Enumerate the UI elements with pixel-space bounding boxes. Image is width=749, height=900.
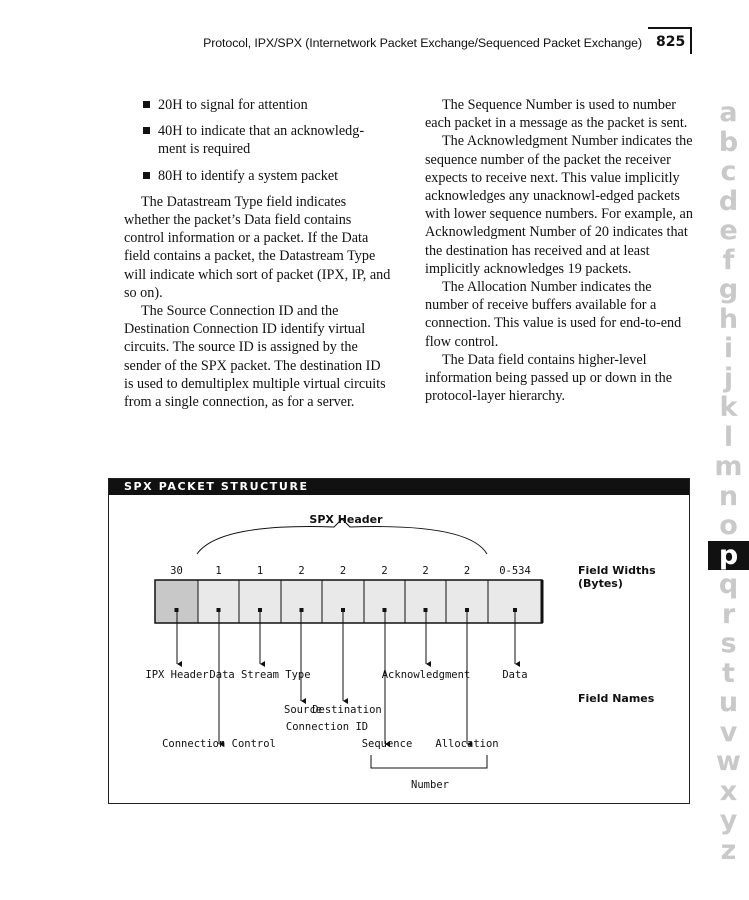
thumb-letter-m: m: [714, 451, 743, 482]
thumb-letter-q: q: [718, 569, 739, 600]
field-name-connection-control: Connection Control: [162, 738, 276, 750]
number-bracket: [371, 755, 487, 768]
thumb-letter-z: z: [720, 834, 737, 866]
thumb-letter-o: o: [719, 510, 738, 541]
thumb-letter-c: c: [720, 156, 737, 187]
list-item: 40H to indicate that an acknowledg-ment is required: [124, 122, 392, 158]
thumb-letter-j: j: [723, 362, 734, 394]
thumb-letter-u: u: [718, 687, 739, 718]
paragraph: The Data field contains higher-level information being passed up or down in the protocol-layer hierarchy.: [425, 351, 673, 405]
alphabet-thumb-index: [708, 98, 749, 865]
field-name-data-stream-type: Data Stream Type: [209, 669, 311, 681]
spx-packet-diagram: [109, 479, 691, 805]
thumb-letter-y: y: [719, 805, 738, 836]
running-head: Protocol, IPX/SPX (Internetwork Packet Exchange/Sequenced Packet Exchange): [203, 36, 642, 50]
paragraph: The Source Connection ID and the Destination Connection ID identify virtual circuits. The source ID is assigned by the sender of the SPX packet. The destination ID is used to demultiplex multiple virtual circuits from a single connection, as for a server.: [124, 303, 386, 411]
field-name-sequence: Sequence: [361, 738, 413, 750]
field-width-label: 2: [381, 565, 388, 577]
thumb-letter-n: n: [718, 480, 739, 512]
field-names-label: Field Names: [578, 692, 655, 705]
paragraph: The Acknowledgment Number indicates the sequence number of the packet the receiver expects to receive next. This value implicitly acknowledges any unacknowl-edged packets with lower sequence numbers. For example, an Acknowledgment Number of 20 indicates that the destination has received and at least implicitly acknowledges 19 packets.: [425, 133, 693, 277]
thumb-letter-i: i: [723, 333, 734, 364]
field-name-ipx-header: IPX Header: [145, 669, 209, 681]
thumb-letter-r: r: [721, 598, 736, 630]
field-name-allocation: Allocation: [435, 738, 499, 750]
field-name-number: Number: [411, 779, 449, 791]
field-widths-label: Field Widths: [578, 564, 656, 577]
flag-bullet-list: [124, 96, 392, 185]
field-width-label: 0-534: [499, 565, 531, 577]
thumb-letter-h: h: [718, 303, 739, 335]
paragraph: The Sequence Number is used to number each packet in a message as the packet is sent.: [425, 97, 688, 132]
field-name-data: Data: [502, 669, 528, 681]
packet-field-cells: [155, 580, 542, 623]
field-name-acknowledgment: Acknowledgment: [381, 669, 471, 681]
thumb-letter-a: a: [719, 97, 738, 128]
header-rule-horizontal: [648, 27, 692, 29]
field-width-label: 2: [463, 565, 471, 577]
thumb-letter-k: k: [719, 392, 738, 423]
field-name-destination: Destination: [312, 704, 382, 716]
thumb-letter-e: e: [719, 215, 738, 246]
thumb-letter-t: t: [722, 657, 735, 689]
thumb-letter-g: g: [718, 274, 739, 305]
spx-header-label: SPX Header: [309, 513, 383, 526]
thumb-letter-x: x: [719, 775, 738, 807]
spx-packet-figure: [108, 478, 690, 804]
thumb-letter-s: s: [720, 628, 737, 659]
bullet-square-icon: [143, 127, 150, 134]
header-rule-vertical: [690, 28, 692, 54]
right-column: [425, 96, 693, 405]
thumb-letter-w: w: [716, 746, 741, 777]
page-number: 825: [656, 34, 686, 50]
field-width-label: 2: [422, 565, 429, 577]
left-column: [124, 96, 392, 411]
field-width-label: 1: [215, 565, 222, 577]
field-width-label: 1: [256, 565, 264, 577]
field-name-connection-id: Connection ID: [285, 721, 369, 733]
paragraph: The Allocation Number indicates the number of receive buffers available for a connection. This value is used for end-to-end flow control.: [425, 279, 682, 350]
paragraph: The Datastream Type field indicates whether the packet’s Data field contains control information or a packet. If the Data field contains a packet, the Datastream Type will indicate which sort of packet (IPX, IP, and so on).: [124, 193, 391, 301]
bullet-square-icon: [143, 172, 150, 179]
list-item: 80H to identify a system packet: [124, 167, 392, 185]
field-width-label: 30: [170, 565, 183, 577]
thumb-letter-v: v: [719, 716, 738, 748]
field-width-label: 2: [339, 565, 347, 577]
figure-title: SPX PACKET STRUCTURE: [109, 479, 689, 495]
thumb-letter-b: b: [718, 126, 739, 158]
field-width-label: 2: [298, 565, 305, 577]
thumb-letter-f: f: [722, 244, 735, 276]
field-widths-unit-label: (Bytes): [578, 577, 623, 590]
thumb-letter-l: l: [723, 421, 734, 453]
field-width-labels: [170, 565, 531, 577]
thumb-letter-p: p: [708, 541, 749, 571]
field-name-source: Source: [284, 704, 322, 716]
thumb-letter-d: d: [718, 185, 739, 217]
bullet-square-icon: [143, 101, 150, 108]
list-item: 20H to signal for attention: [124, 96, 392, 114]
